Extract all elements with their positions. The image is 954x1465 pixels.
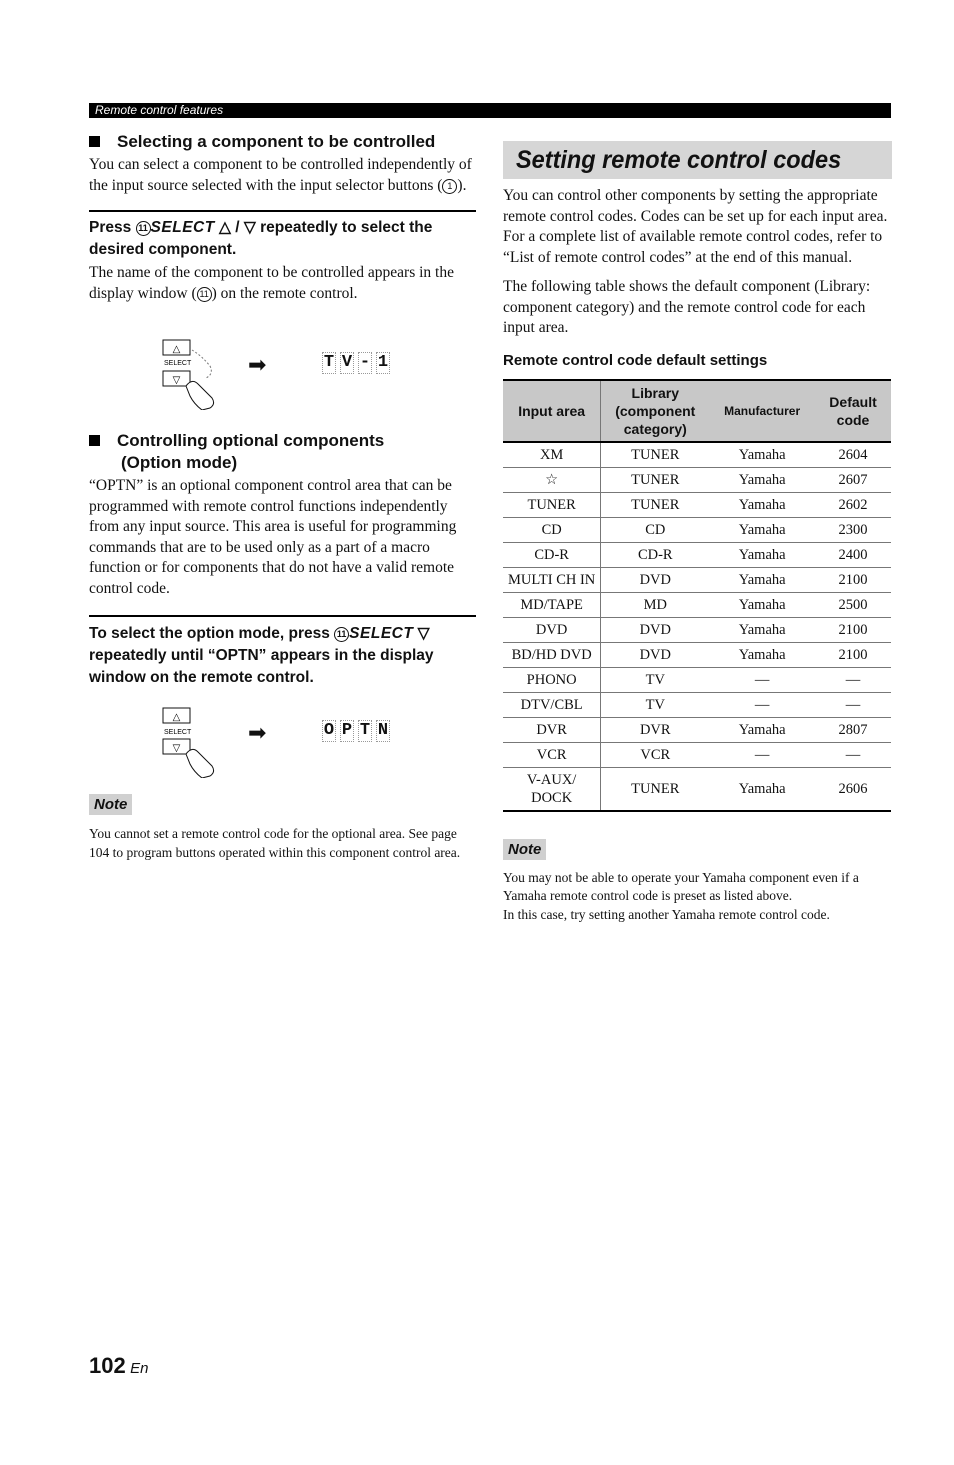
step-instruction-option-mode: To select the option mode, press 11 SELECT ▽ repeatedly until “OPTN” appears in the display window on the remote control.	[89, 625, 434, 686]
intro-paragraph: You can control other components by setting the appropriate remote control codes. Codes can be set up for each input area. For a complete list of available remote control codes, refer to “List of remote control codes” at the end of this manual.	[503, 187, 888, 266]
cell-default-code: 2500	[815, 592, 891, 617]
arrow-right-icon: ➡	[248, 352, 267, 377]
cell-input-area: VCR	[503, 742, 601, 767]
note-label: Note	[503, 839, 546, 860]
cell-default-code: —	[815, 667, 891, 692]
cell-library: TUNER	[601, 442, 709, 468]
col-header-input-area: Input area	[503, 380, 601, 442]
left-note	[89, 794, 476, 862]
cell-input-area: CD-R	[503, 542, 601, 567]
cell-manufacturer: Yamaha	[709, 467, 815, 492]
col-header-default-code: Default code	[815, 380, 891, 442]
section-header-bar	[89, 103, 891, 118]
table-row	[503, 692, 891, 717]
cell-default-code: —	[815, 742, 891, 767]
cell-default-code: 2100	[815, 617, 891, 642]
cell-default-code: 2604	[815, 442, 891, 468]
table-body	[503, 442, 891, 811]
svg-text:△: △	[172, 344, 181, 355]
cell-input-area: TUNER	[503, 492, 601, 517]
table-row	[503, 617, 891, 642]
step-body-select: The name of the component to be controlled appears in the display window ( 11 ) on the remote control.	[89, 264, 454, 302]
col-header-manufacturer: Manufacturer	[709, 380, 815, 442]
cell-library: TUNER	[601, 467, 709, 492]
step-instruction-select: Press 11 SELECT △ / ▽ repeatedly to select the desired component.	[89, 219, 433, 258]
cell-manufacturer: —	[709, 742, 815, 767]
cell-input-area: DVD	[503, 617, 601, 642]
svg-text:▽: ▽	[172, 743, 181, 754]
cell-default-code: 2807	[815, 717, 891, 742]
cell-manufacturer: Yamaha	[709, 617, 815, 642]
section-body-selecting: You can select a component to be controlled independently of the input source selected with the input selector buttons ( 1 ).	[89, 156, 472, 194]
cell-default-code: 2400	[815, 542, 891, 567]
cell-library: DVD	[601, 567, 709, 592]
cell-library: DVD	[601, 642, 709, 667]
page-title-box	[503, 141, 892, 179]
circled-number-icon: 11	[197, 287, 212, 302]
table-intro-paragraph: The following table shows the default component (Library: component category) and the remote control code for each input area.	[503, 278, 871, 336]
square-bullet-icon	[89, 435, 100, 446]
cell-library: CD-R	[601, 542, 709, 567]
cell-manufacturer: —	[709, 667, 815, 692]
arrow-right-icon: ➡	[248, 720, 267, 745]
cell-input-area: XM	[503, 442, 601, 468]
display-char: 1	[377, 353, 389, 372]
left-column	[89, 131, 476, 304]
cell-input-area: BD/HD DVD	[503, 642, 601, 667]
table-row	[503, 667, 891, 692]
cell-library: CD	[601, 517, 709, 542]
circled-number-icon: 11	[136, 221, 151, 236]
cell-manufacturer: Yamaha	[709, 717, 815, 742]
illustration-select-tv1	[162, 338, 422, 410]
display-char: T	[323, 353, 335, 372]
table-row	[503, 517, 891, 542]
cell-library: TUNER	[601, 767, 709, 811]
table-row	[503, 542, 891, 567]
select-key-label: SELECT	[349, 625, 414, 642]
cell-default-code: 2100	[815, 642, 891, 667]
default-codes-table	[503, 379, 891, 812]
table-row	[503, 442, 891, 468]
cell-input-area: ☆	[503, 467, 601, 492]
section-heading-optional: Controlling optional components (Option mode)	[89, 430, 476, 474]
cell-manufacturer: Yamaha	[709, 642, 815, 667]
page-number: 102 En	[89, 1353, 149, 1378]
cell-library: DVR	[601, 717, 709, 742]
cell-default-code: 2100	[815, 567, 891, 592]
table-row	[503, 592, 891, 617]
section-body-optional: “OPTN” is an optional component control area that can be programmed with remote control functions independently from any input source. This area is useful for programming commands that are to be used only as a part of a macro function or for components that do not have a valid remote control code.	[89, 477, 457, 597]
page-title: Setting remote control codes	[516, 146, 842, 174]
divider	[89, 210, 476, 212]
cell-input-area: DTV/CBL	[503, 692, 601, 717]
table-row	[503, 767, 891, 811]
cell-default-code: 2606	[815, 767, 891, 811]
remote-display-window	[322, 352, 390, 374]
svg-text:▽: ▽	[172, 375, 181, 386]
cell-library: TV	[601, 667, 709, 692]
display-char: T	[359, 721, 371, 740]
cell-manufacturer: Yamaha	[709, 592, 815, 617]
cell-default-code: —	[815, 692, 891, 717]
display-char: V	[341, 353, 353, 372]
table-row	[503, 717, 891, 742]
note-text: You cannot set a remote control code for the optional area. See page 104 to program buttons operated within this component control area.	[89, 826, 461, 860]
right-column	[503, 186, 892, 924]
square-bullet-icon	[89, 136, 100, 147]
cell-manufacturer: Yamaha	[709, 517, 815, 542]
cell-input-area: MULTI CH IN	[503, 567, 601, 592]
cell-manufacturer: —	[709, 692, 815, 717]
svg-text:SELECT: SELECT	[164, 360, 192, 367]
left-column-lower	[89, 430, 476, 689]
table-row	[503, 467, 891, 492]
display-char: N	[377, 721, 389, 740]
cell-library: VCR	[601, 742, 709, 767]
cell-library: DVD	[601, 617, 709, 642]
note-text-1: You may not be able to operate your Yamaha component even if a Yamaha remote control code is preset as listed above.	[503, 869, 859, 903]
note-text-2: In this case, try setting another Yamaha remote control code.	[503, 906, 830, 922]
remote-select-buttons-icon	[162, 338, 232, 410]
cell-default-code: 2300	[815, 517, 891, 542]
col-header-library: Library (component category)	[601, 380, 709, 442]
svg-text:SELECT: SELECT	[164, 729, 192, 736]
cell-manufacturer: Yamaha	[709, 767, 815, 811]
display-char: -	[359, 353, 371, 372]
table-row	[503, 642, 891, 667]
remote-select-buttons-icon	[162, 706, 232, 778]
cell-input-area: PHONO	[503, 667, 601, 692]
right-note	[503, 839, 892, 925]
cell-default-code: 2607	[815, 467, 891, 492]
cell-library: MD	[601, 592, 709, 617]
note-label: Note	[89, 794, 132, 815]
table-row	[503, 567, 891, 592]
cell-manufacturer: Yamaha	[709, 542, 815, 567]
circled-number-icon: 1	[442, 179, 457, 194]
cell-library: TV	[601, 692, 709, 717]
section-heading-selecting: Selecting a component to be controlled	[89, 131, 476, 153]
svg-text:△: △	[172, 712, 181, 723]
cell-library: TUNER	[601, 492, 709, 517]
display-char: P	[341, 721, 353, 740]
cell-input-area: MD/TAPE	[503, 592, 601, 617]
cell-input-area: DVR	[503, 717, 601, 742]
table-header-row	[503, 380, 891, 442]
cell-manufacturer: Yamaha	[709, 567, 815, 592]
table-row	[503, 492, 891, 517]
section-header-label: Remote control features	[95, 103, 224, 117]
illustration-select-optn	[162, 706, 422, 778]
circled-number-icon: 11	[334, 627, 349, 642]
divider	[89, 615, 476, 617]
table-heading: Remote control code default settings	[503, 351, 768, 369]
select-key-label: SELECT	[150, 219, 215, 236]
cell-manufacturer: Yamaha	[709, 492, 815, 517]
cell-manufacturer: Yamaha	[709, 442, 815, 468]
cell-input-area: CD	[503, 517, 601, 542]
cell-input-area: V-AUX/ DOCK	[503, 767, 601, 811]
remote-display-window	[322, 720, 390, 742]
table-row	[503, 742, 891, 767]
display-char: O	[323, 721, 335, 740]
cell-default-code: 2602	[815, 492, 891, 517]
